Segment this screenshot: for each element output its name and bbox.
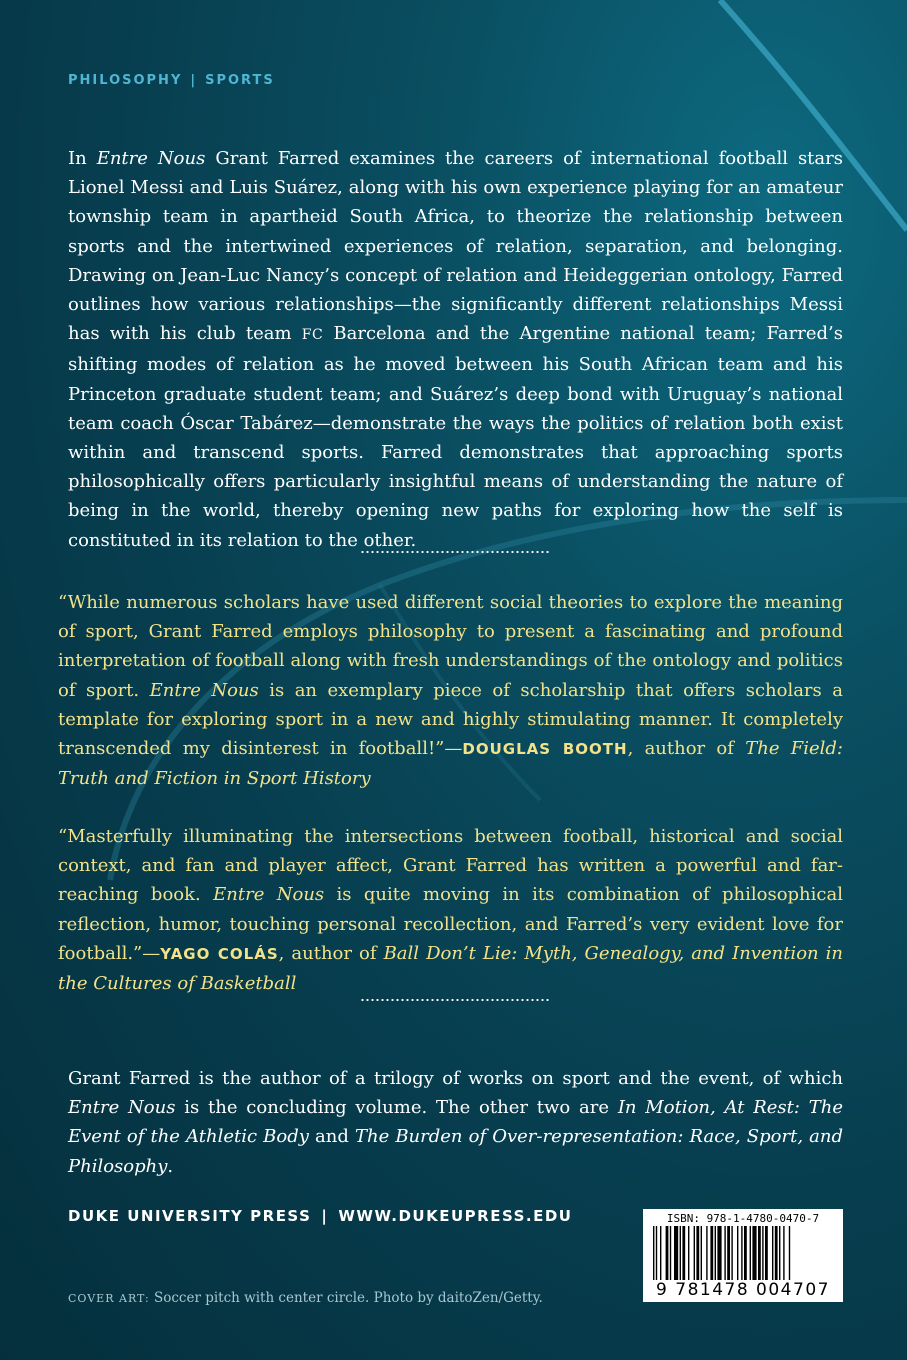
barcode-bar bbox=[724, 1226, 725, 1280]
barcode-bar bbox=[715, 1226, 716, 1280]
barcode-bar bbox=[765, 1226, 768, 1280]
barcode-bar bbox=[653, 1226, 654, 1280]
barcode-bar bbox=[717, 1226, 721, 1280]
quote-text: is an exemplary piece of scholarship that offers scholars a template for exploring sport in a new and highly stimulating manner. It completely transcended my disinterest in football!”— bbox=[58, 679, 843, 760]
isbn-barcode bbox=[643, 1209, 843, 1302]
barcode-bar bbox=[670, 1226, 671, 1280]
blurb-book-title: Entre Nous bbox=[96, 148, 206, 169]
barcode-bar bbox=[752, 1226, 756, 1280]
isbn-label: ISBN: 978-1-4780-0470-7 bbox=[666, 1212, 820, 1225]
cover-art-text: Soccer pitch with center circle. Photo by daitoZen/Getty. bbox=[149, 1290, 543, 1306]
barcode-digits: 9 781478 004707 bbox=[656, 1280, 830, 1300]
quote-author: YAGO COLÁS bbox=[160, 944, 279, 963]
bio-book-title: In Motion, At Rest: The Event of the Athletic Body bbox=[68, 1097, 843, 1148]
cover-art-label: COVER ART: bbox=[68, 1292, 150, 1305]
barcode-bar bbox=[750, 1226, 751, 1280]
barcode-bar bbox=[710, 1226, 713, 1280]
book-description bbox=[68, 144, 843, 555]
quote-text: , author of bbox=[627, 738, 746, 760]
publisher-url: WWW.DUKEUPRESS.EDU bbox=[338, 1207, 573, 1225]
barcode-bar bbox=[741, 1226, 742, 1280]
blurb-fc: FC bbox=[301, 327, 324, 344]
barcode-bar bbox=[682, 1226, 685, 1280]
barcode-bar bbox=[779, 1226, 780, 1280]
barcode-bar bbox=[772, 1226, 773, 1280]
quote-author-book: Ball Don’t Lie: Myth, Genealogy, and Invention in the Cultures of Basketball bbox=[58, 942, 844, 995]
barcode-bar bbox=[727, 1226, 730, 1280]
quote-author: DOUGLAS BOOTH bbox=[462, 740, 628, 759]
barcode-bar bbox=[688, 1226, 689, 1280]
quote-book-title: Entre Nous bbox=[149, 679, 259, 701]
endorsement-booth bbox=[58, 588, 843, 793]
blurb-text: In bbox=[68, 148, 97, 169]
quote-text: “Masterfully illuminating the intersections between football, historical and social context, and fan and player affect, Grant Farred has written a powerful and far-reaching book. bbox=[58, 826, 843, 906]
barcode-bar bbox=[656, 1226, 657, 1280]
barcode-bar bbox=[706, 1226, 707, 1280]
bio-book-title: The Burden of Over-representation: Race, Sport, and Philosophy bbox=[68, 1126, 843, 1177]
bio-text: is the concluding volume. The other two are bbox=[175, 1097, 618, 1119]
quote-text: “While numerous scholars have used different social theories to explore the meaning of sport, Grant Farred employs philosophy to present a fascinating and profound interpretation of football along with fresh understandings of the ontology and politics of sport. bbox=[58, 592, 843, 701]
barcode-bar bbox=[737, 1226, 738, 1280]
barcode-bar bbox=[694, 1226, 695, 1280]
barcode-bar bbox=[783, 1226, 784, 1280]
quote-book-title: Entre Nous bbox=[213, 884, 325, 906]
cover-art-credit bbox=[68, 1290, 543, 1306]
barcode-bar bbox=[660, 1226, 661, 1280]
category-separator: | bbox=[190, 73, 198, 88]
bio-text: . bbox=[167, 1155, 174, 1177]
dotted-divider bbox=[360, 999, 550, 1001]
quote-text: is quite moving in its combination of philosophical reflection, humor, touching personal recollection, and Farred’s very evident love for football.”— bbox=[58, 884, 843, 964]
barcode-bar bbox=[789, 1226, 790, 1280]
barcode-bar bbox=[775, 1226, 778, 1280]
category-philosophy: PHILOSOPHY bbox=[68, 73, 183, 88]
category-sports: SPORTS bbox=[205, 73, 275, 88]
publisher-separator: | bbox=[321, 1207, 329, 1225]
barcode-bar bbox=[762, 1226, 763, 1280]
quote-text: , author of bbox=[278, 942, 384, 964]
publisher-name: DUKE UNIVERSITY PRESS bbox=[68, 1207, 312, 1225]
quote-author-book: The Field: Truth and Fiction in Sport History bbox=[58, 738, 843, 790]
barcode-icon bbox=[653, 1226, 833, 1280]
category-label bbox=[68, 73, 275, 88]
barcode-bar bbox=[731, 1226, 732, 1280]
bio-book-title: Entre Nous bbox=[68, 1097, 176, 1119]
blurb-text: Grant Farred examines the careers of international football stars Lionel Messi and Luis Suárez, along with his own experience playing for an amateur township team in apartheid South Africa, to theorize the relationship between sports and the intertwined experiences of relation, separation, and belonging. Drawing on Jean-Luc Nancy’s concept of relation and Heideggerian ontology, Farred outlines how various relationships—the significantly different relationships Messi has with his club team bbox=[68, 148, 843, 345]
barcode-bar bbox=[744, 1226, 747, 1280]
author-bio bbox=[68, 1064, 843, 1181]
endorsement-colas bbox=[58, 822, 843, 998]
publisher-line bbox=[68, 1207, 572, 1225]
barcode-bar bbox=[701, 1226, 702, 1280]
dotted-divider bbox=[360, 551, 550, 553]
barcode-bar bbox=[666, 1226, 669, 1280]
bio-text: Grant Farred is the author of a trilogy of works on sport and the event, of which bbox=[68, 1068, 843, 1089]
blurb-text: Barcelona and the Argentine national team; Farred’s shifting modes of relation as he moved between his South African team and his Princeton graduate student team; and Suárez’s deep bond with Uruguay’s national team coach Óscar Tabárez—demonstrate the ways the politics of relation both exist within and transcend sports. Farred demonstrates that approaching sports philosophically offers particularly insightful means of understanding the nature of being in the world, thereby opening new paths for exploring how the self is constituted in its relation to the other. bbox=[68, 323, 844, 551]
barcode-bar bbox=[758, 1226, 761, 1280]
barcode-bar bbox=[696, 1226, 699, 1280]
barcode-bar bbox=[680, 1226, 681, 1280]
bio-text: and bbox=[308, 1126, 355, 1148]
barcode-bar bbox=[674, 1226, 678, 1280]
